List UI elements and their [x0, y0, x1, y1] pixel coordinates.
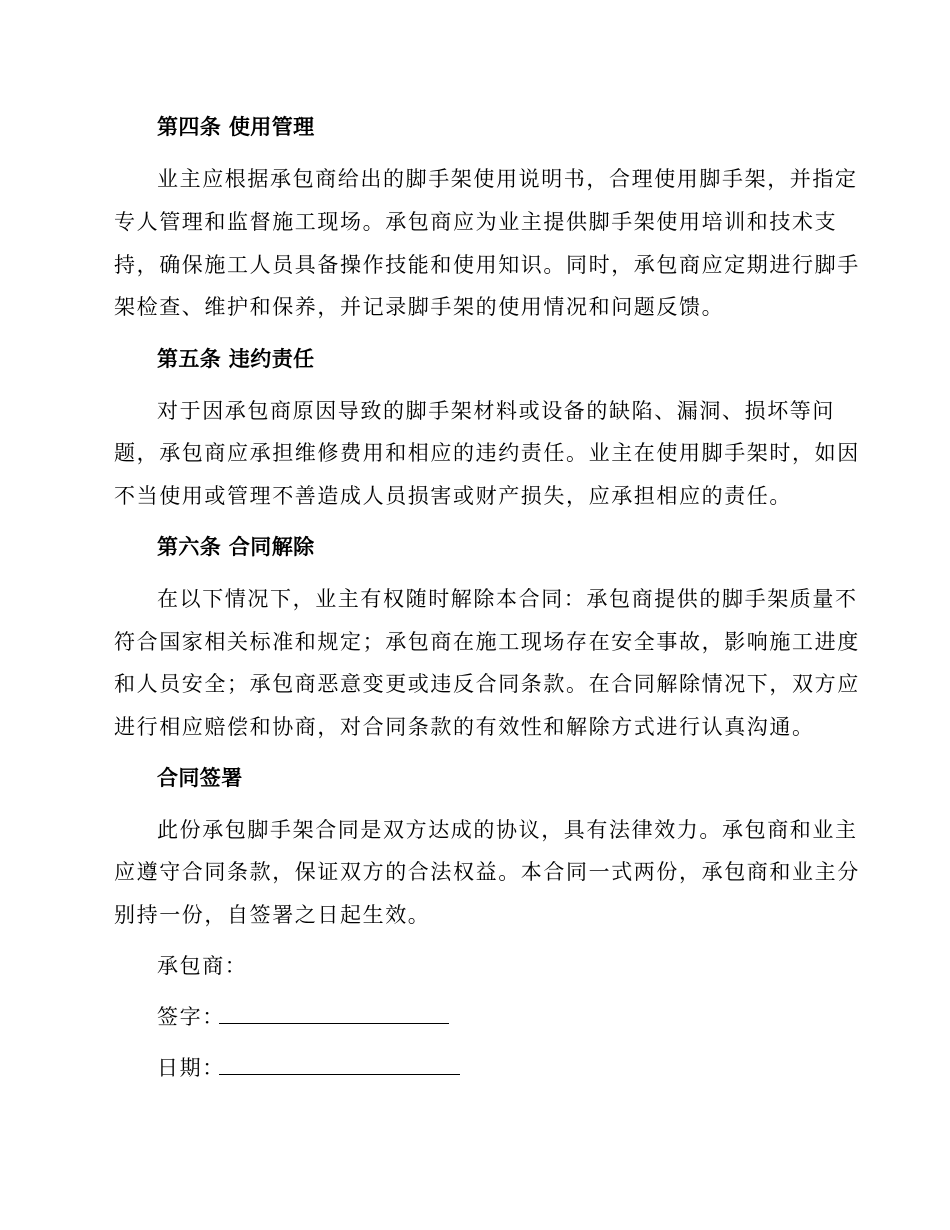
article-5-line-2: 题，承包商应承担维修费用和相应的违约责任。业主在使用脚手架时，如因: [114, 441, 860, 465]
article-4-line-1: 业主应根据承包商给出的脚手架使用说明书，合理使用脚手架，并指定: [157, 167, 858, 191]
article-4-line-2: 专人管理和监督施工现场。承包商应为业主提供脚手架使用培训和技术支: [114, 210, 838, 234]
date-line: [219, 1074, 460, 1075]
signing-line-2: 应遵守合同条款，保证双方的合法权益。本合同一式两份，承包商和业主分: [114, 860, 860, 884]
signing-line-1: 此份承包脚手架合同是双方达成的协议，具有法律效力。承包商和业主: [157, 818, 858, 842]
article-4-line-3: 持，确保施工人员具备操作技能和使用知识。同时，承包商应定期进行脚手: [114, 253, 860, 277]
article-6-line-2: 符合国家相关标准和规定；承包商在施工现场存在安全事故，影响施工进度: [114, 630, 860, 654]
date-label: 日期：: [157, 1056, 225, 1080]
section-heading-article-5: 第五条 违约责任: [157, 347, 315, 371]
article-4-line-4: 架检查、维护和保养，并记录脚手架的使用情况和问题反馈。: [114, 295, 725, 319]
signing-line-3: 别持一份，自签署之日起生效。: [114, 903, 431, 927]
article-5-line-1: 对于因承包商原因导致的脚手架材料或设备的缺陷、漏洞、损坏等问: [157, 399, 835, 423]
section-heading-signing: 合同签署: [157, 766, 243, 790]
section-heading-article-4: 第四条 使用管理: [157, 115, 315, 139]
article-6-line-1: 在以下情况下，业主有权随时解除本合同：承包商提供的脚手架质量不: [157, 587, 858, 611]
signature-label: 签字：: [157, 1005, 225, 1029]
article-5-line-3: 不当使用或管理不善造成人员损害或财产损失，应承担相应的责任。: [114, 484, 792, 508]
signature-line: [219, 1023, 449, 1024]
article-6-line-3: 和人员安全；承包商恶意变更或违反合同条款。在合同解除情况下，双方应: [114, 672, 860, 696]
contractor-label: 承包商：: [157, 954, 248, 978]
section-heading-article-6: 第六条 合同解除: [157, 535, 315, 559]
article-6-line-4: 进行相应赔偿和协商，对合同条款的有效性和解除方式进行认真沟通。: [114, 715, 815, 739]
